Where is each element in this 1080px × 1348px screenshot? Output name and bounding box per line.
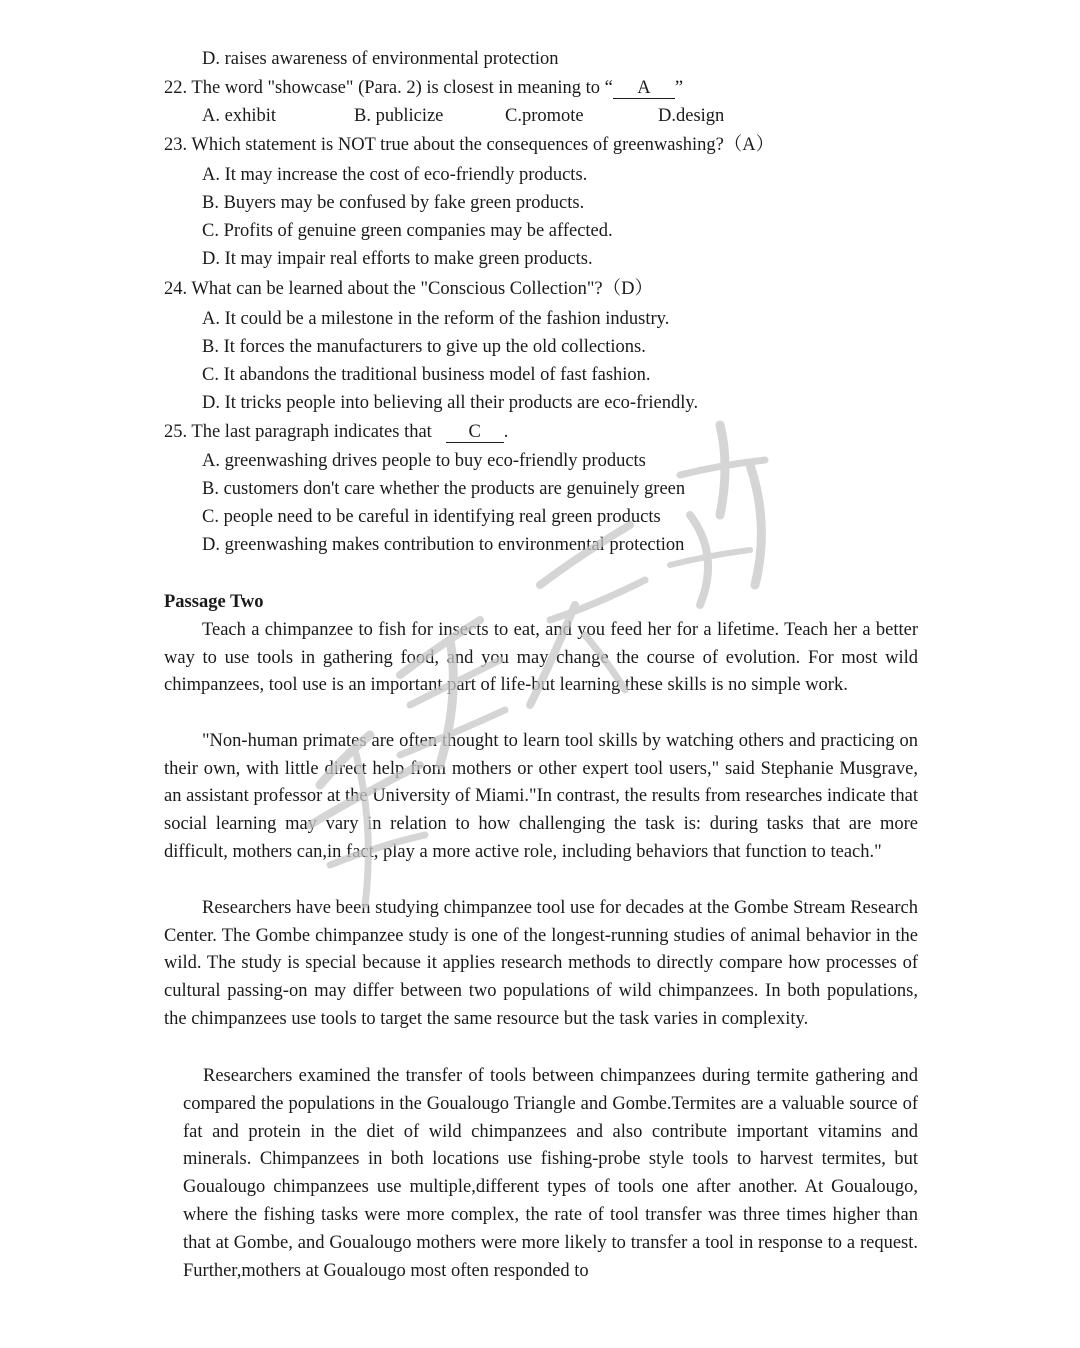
q24-option-b: B. It forces the manufacturers to give up the old collections. xyxy=(202,337,646,357)
q22-option-c: C.promote xyxy=(505,106,584,126)
q25-option-d: D. greenwashing makes contribution to environmental protection xyxy=(202,535,685,555)
q23-option-a: A. It may increase the cost of eco-friendly products. xyxy=(202,165,588,185)
passage-paragraph-3: Researchers have been studying chimpanzee tool use for decades at the Gombe Stream Research Center. The Gombe chimpanzee study is one of the longest-running studies of animal behavior in the wild. The study is special because it applies research methods to directly compare how processes of cultural passing-on may differ between two populations of wild chimpanzees. In both populations, the chimpanzees use tools to target the same resource but the task varies in complexity. xyxy=(164,898,918,1029)
q23-option-c: C. Profits of genuine green companies may be affected. xyxy=(202,221,613,241)
passage-paragraph-4: Researchers examined the transfer of tools between chimpanzees during termite gathering and compared the populations in the Goualougo Triangle and Gombe.Termites are a valuable source of fat and protein in the diet of wild chimpanzees and also contribute important vitamins and minerals. Chimpanzees in both locations use fishing-probe style tools to harvest termites, but Goualougo chimpanzees use multiple,different types of tools one after another. At Goualougo, where the fishing tasks were more complex, the rate of tool transfer was three times higher than that at Gombe, and Goualougo mothers were more likely to transfer a tool in response to a request. Further,mothers at Goualougo most often responded to xyxy=(183,1066,918,1281)
q22-stem-end: ” xyxy=(674,78,684,98)
q24-option-c: C. It abandons the traditional business model of fast fashion. xyxy=(202,365,651,385)
watermark-stroke xyxy=(750,465,761,585)
q25-stem xyxy=(164,420,508,444)
q22-answer-blank: A xyxy=(613,78,675,99)
q22-stem xyxy=(164,76,683,100)
q25-option-c: C. people need to be careful in identifying real green products xyxy=(202,507,661,527)
watermark-stroke xyxy=(550,580,645,620)
q22-option-d: D.design xyxy=(658,106,725,126)
passage-paragraph-2: "Non-human primates are often thought to learn tool skills by watching others and practicing on their own, with little direct help from mothers or other expert tool users," said Stephanie Musgrave, an assistant professor at the University of Miami."In contrast, the results from researches indicate that social learning may vary in relation to how challenging the task is: during tasks that are more difficult, mothers can,in fact, play a more active role, including behaviors that function to teach." xyxy=(164,731,918,862)
q25-stem-text: 25. The last paragraph indicates that xyxy=(164,422,432,442)
q25-option-b: B. customers don't care whether the products are genuinely green xyxy=(202,479,686,499)
q23-stem: 23. Which statement is NOT true about the consequences of greenwashing?（A） xyxy=(164,135,775,155)
watermark-stroke xyxy=(720,425,725,515)
q23-option-b: B. Buyers may be confused by fake green products. xyxy=(202,193,585,213)
q25-answer-blank: C xyxy=(446,422,504,443)
q22-stem-text: 22. The word "showcase" (Para. 2) is closest in meaning to “ xyxy=(164,78,613,98)
q25-stem-end: . xyxy=(503,422,509,442)
q22-option-b: B. publicize xyxy=(354,106,444,126)
q23-option-d: D. It may impair real efforts to make green products. xyxy=(202,249,593,269)
q24-option-d: D. It tricks people into believing all their products are eco-friendly. xyxy=(202,393,699,413)
passage-heading: Passage Two xyxy=(164,592,264,612)
watermark-stroke xyxy=(680,460,765,475)
passage-paragraph-1: Teach a chimpanzee to fish for insects to eat, and you feed her for a lifetime. Teach her a better way to use tools in gathering food, and you may change the course of evolution. For most wild chimpanzees, tool use is an important part of life-but learning these skills is no simple work. xyxy=(164,620,918,696)
q21-option-d: D. raises awareness of environmental protection xyxy=(202,49,559,69)
q24-stem: 24. What can be learned about the "Conscious Collection"?（D） xyxy=(164,279,653,299)
watermark-stroke xyxy=(690,515,708,605)
q24-option-a: A. It could be a milestone in the reform of the fashion industry. xyxy=(202,309,670,329)
q25-option-a: A. greenwashing drives people to buy eco-friendly products xyxy=(202,451,646,471)
q22-option-a: A. exhibit xyxy=(202,106,276,126)
